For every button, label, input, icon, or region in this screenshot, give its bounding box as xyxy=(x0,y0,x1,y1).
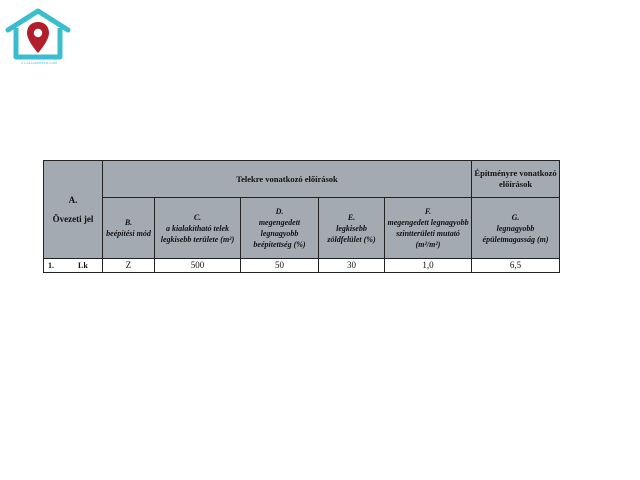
column-header-d: D. megengedett legnagyobb beépítettség (%) xyxy=(241,198,319,259)
zone-header-letter: A. xyxy=(68,194,78,205)
zoning-regulation-table xyxy=(43,160,560,273)
zone-cell xyxy=(44,259,103,273)
cell-min-plot-area: 500 xyxy=(155,259,241,273)
zone-header-label: Övezeti jel xyxy=(52,213,94,224)
cell-max-building-height: 6,5 xyxy=(472,259,560,273)
column-header-c: C. a kialakítható telek legkisebb területe (m²) xyxy=(155,198,241,259)
table-row xyxy=(44,259,560,273)
house-with-location-pin-icon xyxy=(4,8,72,60)
plot-requirements-header: Telekre vonatkozó előírások xyxy=(103,161,472,198)
column-header-e: E. legkisebb zöldfelület (%) xyxy=(319,198,385,259)
header-row-columns xyxy=(44,198,560,259)
logo-caption: A LAKASKERESO.COM xyxy=(20,61,58,65)
zone-code: Lk xyxy=(78,261,88,270)
cell-floor-area-ratio: 1,0 xyxy=(385,259,472,273)
cell-min-green-area: 30 xyxy=(319,259,385,273)
column-header-f: F. megengedett legnagyobb szintterületi mutató (m²/m²) xyxy=(385,198,472,259)
cell-building-mode: Z xyxy=(103,259,155,273)
header-row-groups xyxy=(44,161,560,198)
cell-max-coverage: 50 xyxy=(241,259,319,273)
column-header-b: B. beépítési mód xyxy=(103,198,155,259)
zone-header-cell xyxy=(44,161,103,259)
site-logo[interactable] xyxy=(4,8,72,66)
row-number: 1. xyxy=(48,261,54,270)
column-header-g: G. legnagyobb épületmagasság (m) xyxy=(472,198,560,259)
building-requirements-header: Építményre vonatkozó előírások xyxy=(472,161,560,198)
